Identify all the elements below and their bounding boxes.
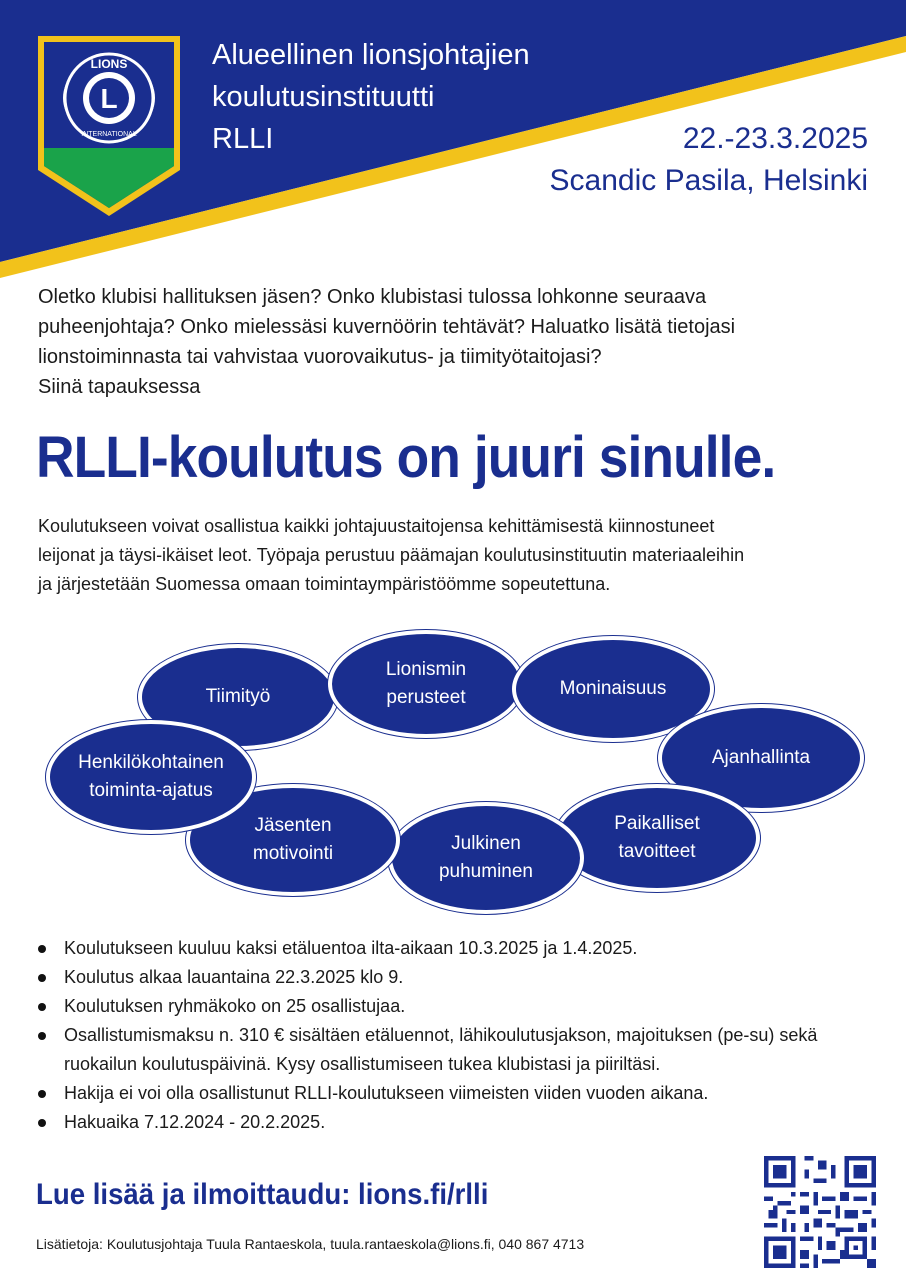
topic-label: Ajanhallinta	[711, 747, 811, 768]
topics-diagram	[0, 620, 906, 920]
intro-paragraph	[38, 282, 878, 402]
intro-line: lionstoiminnasta tai vahvistaa vuorovaikutus- ja tiimityötaitojasi?	[38, 346, 602, 368]
contact-info: Lisätietoja: Koulutusjohtaja Tuula Rantaeskola, tuula.rantaeskola@lions.fi, 040 867 4713	[36, 1236, 585, 1252]
logo-top-text: LIONS	[90, 57, 128, 71]
topic-label: Julkinen puhuminen	[438, 833, 534, 882]
info-bullet-list	[36, 934, 856, 1137]
topic-label: Moninaisuus	[559, 678, 667, 699]
header-title	[212, 34, 632, 160]
topic-label: Paikalliset tavoitteet	[614, 813, 700, 862]
list-item: Hakuaika 7.12.2024 - 20.2.2025.	[36, 1108, 856, 1137]
intro-line: puheenjohtaja? Onko mielessäsi kuvernöörin tehtävät? Haluatko lisätä tietojasi	[38, 316, 736, 338]
intro-line: Oletko klubisi hallituksen jäsen? Onko klubistasi tulossa lohkonne seuraava	[38, 286, 707, 308]
description-line: leijonat ja täysi-ikäiset leot. Työpaja perustuu päämajan koulutusinstituutin materiaaleihin	[38, 545, 745, 565]
list-item: Koulutuksen ryhmäkoko on 25 osallistujaa.	[36, 992, 856, 1021]
registration-link[interactable]: Lue lisää ja ilmoittaudu: lions.fi/rlli	[36, 1178, 489, 1211]
logo-center-letter: L	[100, 83, 118, 114]
lions-international-emblem-icon	[34, 32, 184, 220]
header-title-line: RLLI	[212, 123, 274, 155]
list-item: Hakija ei voi olla osallistunut RLLI-koulutukseen viimeisten viiden vuoden aikana.	[36, 1079, 856, 1108]
list-item: Koulutus alkaa lauantaina 22.3.2025 klo 9.	[36, 963, 856, 992]
event-date: 22.-23.3.2025	[682, 122, 868, 155]
description-line: Koulutukseen voivat osallistua kaikki johtajuustaitojensa kehittämisestä kiinnostuneet	[38, 516, 715, 536]
topic-label: Tiimityö	[205, 686, 271, 707]
event-place: Scandic Pasila, Helsinki	[549, 164, 868, 197]
description-line: ja järjestetään Suomessa omaan toimintaympäristöömme sopeutettuna.	[38, 574, 611, 594]
topic-label: Lionismin perusteet	[385, 659, 467, 708]
list-item: Koulutukseen kuuluu kaksi etäluentoa ilta-aikaan 10.3.2025 ja 1.4.2025.	[36, 934, 856, 963]
header-title-line: koulutusinstituutti	[212, 81, 435, 113]
topic-label: Henkilökohtainen toiminta-ajatus	[78, 752, 224, 801]
header-title-line: Alueellinen lionsjohtajien	[212, 39, 530, 71]
headline: RLLI-koulutus on juuri sinulle.	[36, 425, 776, 490]
topic-public-speaking	[388, 802, 584, 914]
topic-label: Jäsenten motivointi	[252, 815, 334, 864]
topic-lionism-basics	[328, 630, 524, 738]
list-item: Osallistumismaksu n. 310 € sisältäen etäluennot, lähikoulutusjakson, majoituksen (pe-su) sekä ruokailun koulutuspäivinä. Kysy osallistumiseen tukea klubistasi ja piiriltäsi.	[36, 1021, 824, 1079]
description-paragraph	[38, 512, 878, 599]
intro-line: Siinä tapauksessa	[38, 376, 201, 398]
qr-code-icon[interactable]	[764, 1156, 876, 1268]
logo-bottom-text: INTERNATIONAL	[81, 131, 137, 138]
topic-personal-mission	[46, 720, 256, 834]
topic-local-goals	[554, 784, 760, 892]
